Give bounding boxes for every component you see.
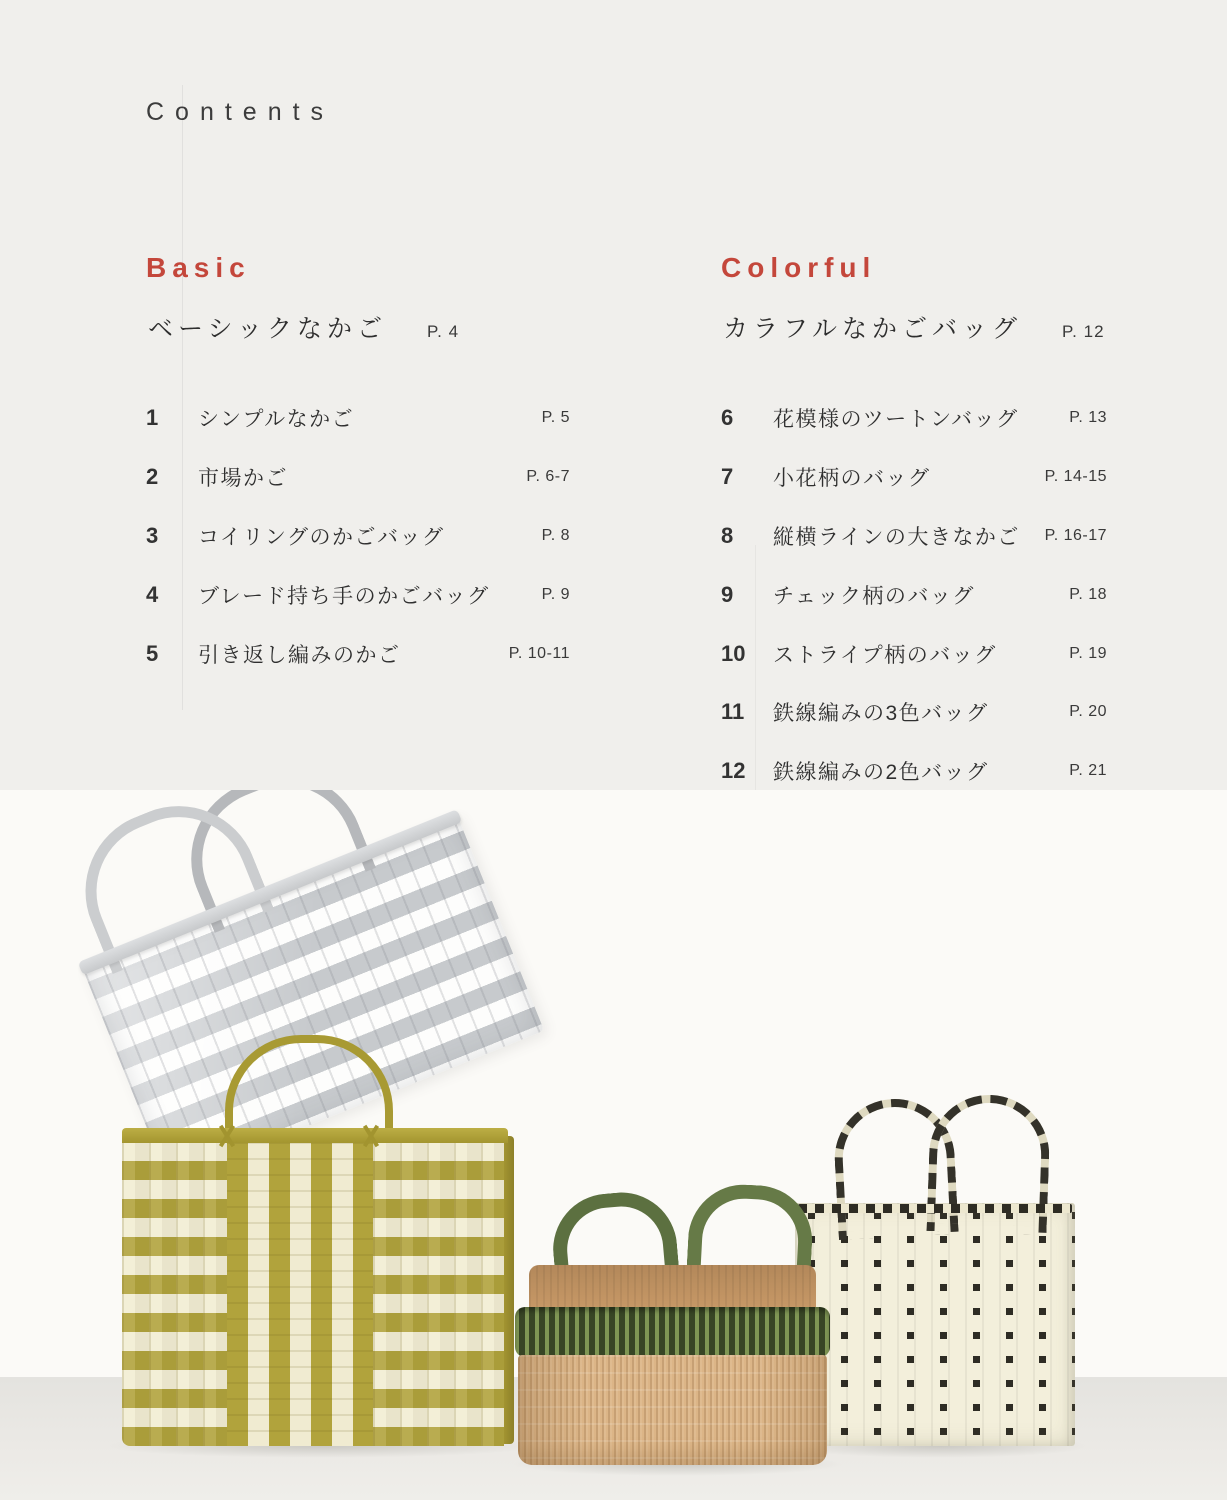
toc-item (721, 389, 1107, 448)
item-page-ref: P. 20 (1069, 703, 1107, 721)
toc-item (721, 683, 1107, 742)
item-title: 鉄線編みの3色バッグ (773, 702, 989, 726)
item-number: 1 (146, 405, 159, 431)
item-number: 6 (721, 405, 734, 431)
item-number: 4 (146, 581, 159, 607)
item-title: 小花柄のバッグ (773, 467, 931, 491)
item-title: シンプルなかご (198, 408, 355, 432)
basket-weave (227, 1142, 373, 1446)
basket-weave (518, 1355, 827, 1465)
toc-item (146, 624, 570, 683)
toc-item (721, 448, 1107, 507)
toc-item (146, 389, 570, 448)
item-title: コイリングのかごバッグ (198, 525, 445, 549)
section-page-ref: P. 4 (427, 322, 460, 341)
section-page-ref: P. 12 (1062, 322, 1105, 341)
toc-item (146, 448, 570, 507)
toc-item (146, 507, 570, 566)
toc-item (721, 624, 1107, 683)
section-subtitle-row (148, 309, 459, 345)
item-title: ストライプ柄のバッグ (773, 643, 997, 667)
item-number: 11 (721, 699, 745, 725)
item-number: 9 (721, 581, 734, 607)
item-number: 2 (146, 464, 159, 490)
item-number: 12 (721, 758, 746, 784)
cream-black-checkered-basket (795, 1203, 1075, 1446)
item-number: 5 (146, 640, 159, 666)
item-number: 10 (721, 640, 746, 666)
basket-rim (122, 1128, 508, 1143)
item-page-ref: P. 16-17 (1044, 526, 1107, 544)
section-heading-basic: Basic (146, 252, 251, 283)
page-title: Contents (146, 98, 335, 126)
handle-lashing (218, 1124, 236, 1148)
handle-lashing (362, 1124, 380, 1148)
basket-rim (798, 1204, 1072, 1213)
item-page-ref: P. 18 (1069, 585, 1107, 603)
item-page-ref: P. 13 (1069, 409, 1107, 427)
toc-item (721, 565, 1107, 624)
item-number: 3 (146, 522, 159, 548)
item-page-ref: P. 9 (541, 585, 570, 603)
basket-side-edge (504, 1136, 514, 1444)
item-number: 8 (721, 522, 734, 548)
item-page-ref: P. 19 (1069, 644, 1107, 662)
item-page-ref: P. 6-7 (526, 468, 570, 486)
section-subtitle-row (723, 309, 1105, 345)
item-page-ref: P. 10-11 (508, 644, 570, 662)
toc-list-basic (146, 389, 570, 683)
item-page-ref: P. 5 (541, 409, 570, 427)
section-heading-colorful: Colorful (721, 252, 877, 283)
mustard-cream-striped-basket (122, 1128, 514, 1446)
item-title: 鉄線編みの2色バッグ (773, 761, 989, 785)
item-number: 7 (721, 464, 734, 490)
item-title: 縦横ラインの大きなかご (773, 525, 1020, 549)
item-page-ref: P. 14-15 (1044, 468, 1107, 486)
item-page-ref: P. 8 (541, 526, 570, 544)
basket-weave (122, 1142, 227, 1446)
item-title: 花模様のツートンバッグ (773, 408, 1019, 432)
natural-tan-basket-green-trim (515, 1263, 830, 1465)
section-subtitle: ベーシックなかご (148, 315, 388, 343)
toc-item (146, 565, 570, 624)
item-page-ref: P. 21 (1069, 762, 1107, 780)
item-title: 市場かご (198, 467, 288, 491)
item-title: ブレード持ち手のかごバッグ (198, 584, 490, 608)
basket-rim (515, 1307, 830, 1357)
toc-item (721, 507, 1107, 566)
basket-photo (0, 790, 1227, 1500)
toc-list-colorful (721, 389, 1107, 801)
item-title: チェック柄のバッグ (773, 584, 975, 608)
basket-weave (373, 1142, 504, 1446)
basket-weave (795, 1203, 1075, 1446)
section-subtitle: カラフルなかごバッグ (723, 315, 1023, 343)
item-title: 引き返し編みのかご (198, 643, 401, 667)
